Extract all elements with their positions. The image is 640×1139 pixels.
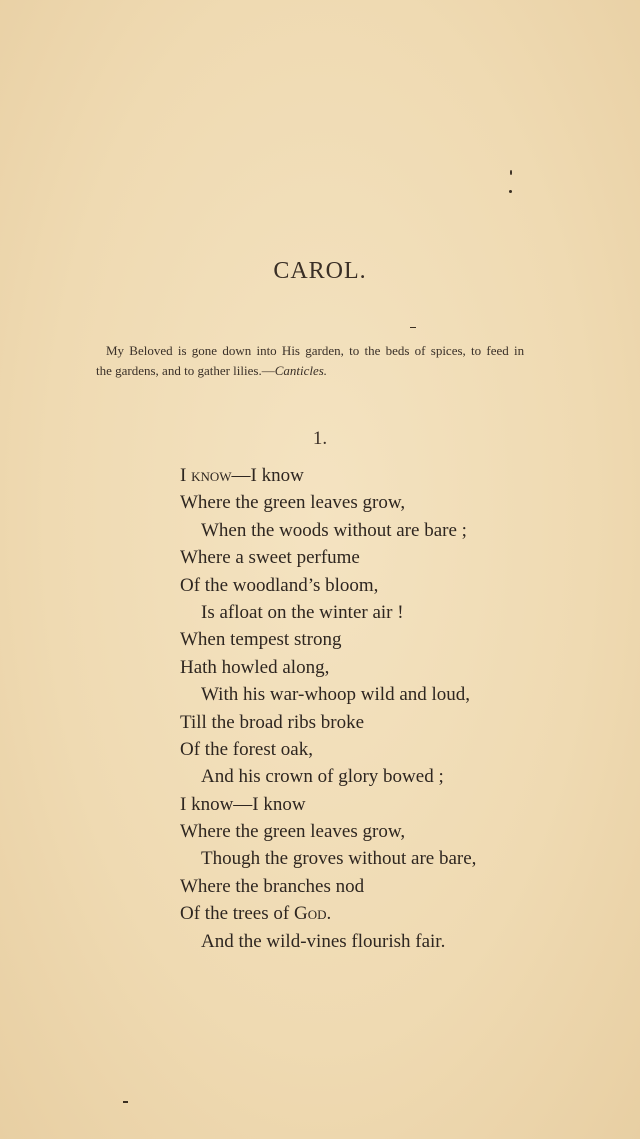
poem-word-small-caps: God <box>293 903 327 925</box>
ink-speck <box>410 327 416 328</box>
poem-line: Though the groves without are bare, <box>201 848 477 870</box>
poem-word-small-caps: know <box>191 465 232 486</box>
epigraph-source: Canticles. <box>274 363 328 378</box>
epigraph-line <box>96 361 592 381</box>
poem-line: And the wild-vines flourish fair. <box>201 930 446 952</box>
poem-text: Of the trees of <box>180 903 294 925</box>
poem-stanza <box>180 462 600 955</box>
epigraph <box>96 341 592 381</box>
poem-line: Of the forest oak, <box>180 738 313 760</box>
poem-line: I know—I know <box>180 793 306 815</box>
epigraph-line: My Beloved is gone down into His garden, to the beds of spices, to feed in <box>106 343 525 358</box>
page-title: CAROL. <box>273 258 367 284</box>
poem-line: Of the woodland’s bloom, <box>180 574 379 596</box>
ink-speck <box>510 170 512 175</box>
poem-text: . <box>326 903 332 925</box>
poem-line: Is afloat on the winter air ! <box>201 601 404 623</box>
poem-line: Till the broad ribs broke <box>180 711 365 733</box>
poem-line: Where the branches nod <box>180 875 365 897</box>
poem-line: Where a sweet perfume <box>180 547 360 569</box>
poem-line: And his crown of glory bowed ; <box>201 766 444 788</box>
poem-line: Where the green leaves grow, <box>180 821 406 843</box>
poem-word: I <box>180 465 187 486</box>
poem-line: Hath howled along, <box>180 656 330 678</box>
poem-text: —I know <box>231 465 304 486</box>
epigraph-text: the gardens, and to gather lilies.— <box>96 363 275 378</box>
stanza-number: 1. <box>312 428 328 449</box>
poem-line: When tempest strong <box>180 629 342 651</box>
ink-speck <box>123 1101 128 1103</box>
poem-line <box>180 462 600 489</box>
poem-line: When the woods without are bare ; <box>201 519 467 541</box>
poem-line: With his war-whoop wild and loud, <box>201 684 471 706</box>
poem-line: Where the green leaves grow, <box>180 492 406 514</box>
ink-speck <box>509 190 512 193</box>
poem-line <box>180 900 600 927</box>
